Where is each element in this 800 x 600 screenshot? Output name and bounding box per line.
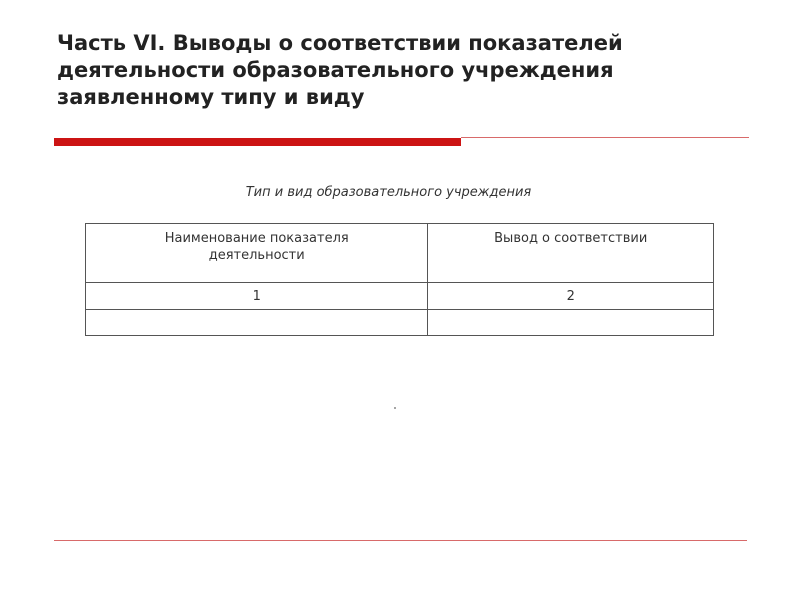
header-cell-indicator-name xyxy=(86,224,428,283)
table-header-row xyxy=(86,224,714,283)
accent-bar-thin xyxy=(461,137,749,138)
header-cell-indicator-name-line-2: деятельности xyxy=(208,248,305,263)
number-cell-1: 1 xyxy=(86,283,428,310)
header-cell-conclusion-label: Вывод о соответствии xyxy=(494,231,648,246)
header-cell-conclusion xyxy=(428,224,714,283)
table-row-numbers xyxy=(86,283,714,310)
empty-cell-1[interactable] xyxy=(86,310,428,336)
indicators-table xyxy=(85,223,714,336)
header-cell-indicator-name-line-1: Наименование показателя xyxy=(164,231,349,246)
table-caption: Тип и вид образовательного учреждения xyxy=(245,185,532,200)
table-row-empty xyxy=(86,310,714,336)
title-line-3: заявленному типу и виду xyxy=(57,85,365,109)
accent-bar-thick xyxy=(54,138,461,146)
empty-cell-2[interactable] xyxy=(428,310,714,336)
bottom-divider xyxy=(54,540,747,541)
number-cell-2: 2 xyxy=(428,283,714,310)
title-line-1: Часть VI. Выводы о соответствии показателей xyxy=(57,31,623,55)
slide-title xyxy=(57,30,757,111)
title-line-2: деятельности образовательного учреждения xyxy=(57,58,614,82)
stray-dot xyxy=(394,407,396,409)
